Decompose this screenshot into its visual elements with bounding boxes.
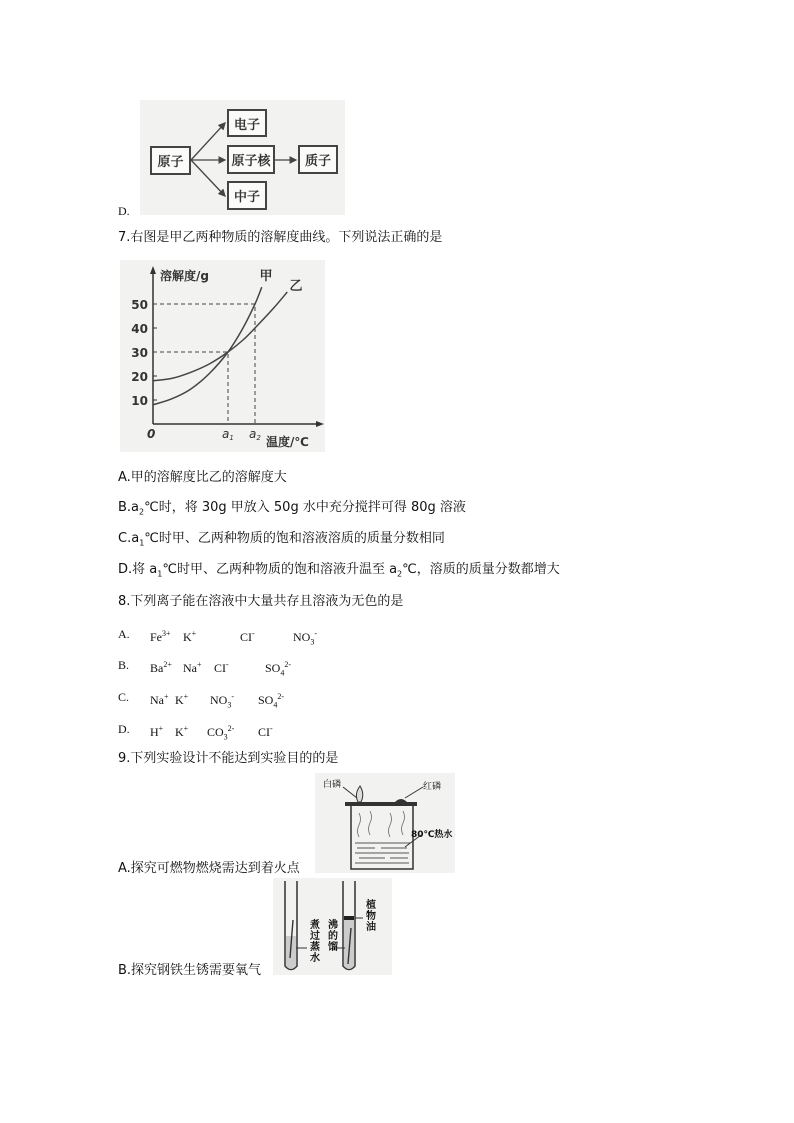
q7-option-c (118, 531, 445, 552)
ion-symbol: CO (207, 725, 224, 739)
atom-box: 原子 (150, 146, 191, 175)
ion-symbol: CI (258, 725, 270, 739)
ion-symbol: SO (265, 661, 281, 675)
q7-option-a: A.甲的溶解度比乙的溶解度大 (118, 470, 287, 485)
x-tick-label (249, 427, 261, 442)
ion (258, 721, 273, 740)
y-axis-arrow (150, 266, 156, 274)
ion (150, 657, 172, 676)
ion (258, 689, 284, 713)
ion-charge: + (183, 692, 189, 701)
ion (183, 657, 202, 676)
ion-symbol: Fe (150, 630, 162, 644)
series-curve-yi (153, 292, 287, 381)
ion (175, 721, 188, 740)
ion-symbol: K (183, 630, 192, 644)
text: B.a (118, 500, 140, 515)
ion-symbol: K (175, 725, 184, 739)
ion-symbol: K (175, 693, 184, 707)
series-curve-jia (153, 287, 262, 405)
ion-charge: + (164, 692, 169, 701)
nucleus-box: 原子核 (227, 145, 275, 174)
x-axis-label: 温度/℃ (266, 435, 309, 449)
x-tick-text: a (249, 427, 257, 441)
ion-symbol: NO (293, 630, 311, 644)
ion (150, 689, 169, 708)
x-tick-subscript: 2 (256, 434, 261, 442)
ion-charge: + (197, 660, 202, 669)
x-tick-label (222, 427, 234, 442)
ion-symbol: CI (214, 661, 226, 675)
ion-charge: - (270, 724, 273, 733)
ion-charge: + (183, 724, 189, 733)
ion-charge: - (314, 629, 318, 638)
ion (210, 689, 234, 713)
option-label: A. (118, 627, 130, 641)
ion (183, 626, 196, 645)
q8-stem: 8.下列离子能在溶液中大量共存且溶液为无色的是 (118, 594, 404, 609)
subscript: 2 (139, 507, 145, 517)
text: D.将 a (118, 562, 158, 577)
ion-symbol: Na (150, 693, 164, 707)
ion-symbol: Ba (150, 661, 164, 675)
y-tick-label: 20 (131, 370, 148, 384)
q7-option-d (118, 562, 560, 583)
ion-subscript: 3 (223, 732, 228, 742)
y-tick-label: 50 (131, 298, 148, 312)
q6-option-d-label: D. (118, 204, 130, 218)
option-label: D. (118, 722, 130, 736)
solubility-chart-svg (120, 260, 325, 452)
text: ℃时，将 30g 甲放入 50g 水中充分搅拌可得 80g 溶液 (144, 500, 466, 515)
text: C.a (118, 531, 140, 546)
subscript: 1 (139, 538, 145, 548)
ion-charge: - (226, 660, 229, 669)
ion-subscript: 4 (273, 700, 278, 710)
ion (150, 721, 163, 740)
series-label: 甲 (259, 269, 273, 284)
ion-symbol: Na (183, 661, 197, 675)
proton-box: 质子 (298, 145, 338, 174)
hot-water-label: 80℃热水 (411, 830, 453, 840)
white-phosphorus-label: 白磷 (323, 780, 342, 790)
atom-structure-diagram (140, 100, 345, 215)
electron-box: 电子 (227, 109, 267, 137)
ion (207, 721, 234, 745)
reference-dashed-line (153, 304, 255, 424)
subscript: 2 (397, 569, 403, 579)
ion-charge: + (158, 724, 164, 733)
q9-stem: 9.下列实验设计不能达到实验目的的是 (118, 751, 339, 766)
ion-subscript: 3 (310, 637, 315, 647)
vegetable-oil-label: 植物油 (366, 900, 376, 933)
x-tick-text: a (222, 427, 230, 441)
solubility-chart (120, 260, 325, 452)
ion (265, 657, 291, 681)
ion (175, 689, 188, 708)
rust-experiment-figure (273, 878, 392, 975)
text: ℃，溶质的质量分数都增大 (402, 562, 560, 577)
reference-dashed-line (153, 352, 228, 424)
x-tick-subscript: 1 (229, 434, 234, 442)
ion-charge: - (252, 629, 255, 638)
ion-charge: 2+ (163, 660, 172, 669)
ion (150, 626, 171, 645)
y-tick-label: 10 (131, 394, 148, 408)
q7-stem: 7.右图是甲乙两种物质的溶解度曲线。下列说法正确的是 (118, 230, 443, 245)
ion-charge: 2- (227, 724, 235, 733)
ion (240, 626, 255, 645)
ion-subscript: 4 (280, 668, 285, 678)
option-label: B. (118, 658, 130, 672)
ion-charge: + (191, 629, 197, 638)
text: ℃时甲、乙两种物质的饱和溶液升温至 a (162, 562, 398, 577)
ion-symbol: NO (210, 693, 228, 707)
q7-option-b (118, 500, 466, 521)
red-phosphorus-label: 红磷 (423, 782, 442, 792)
boiled-water-label-col2: 煮过蒸水 (310, 920, 320, 964)
ion-symbol: SO (258, 693, 274, 707)
ion (214, 657, 229, 676)
boiled-water-label-col1: 沸的馏 (328, 920, 338, 953)
y-tick-label: 40 (131, 322, 148, 336)
ion-charge: 3+ (162, 629, 171, 638)
ion-charge: - (231, 692, 235, 701)
q9-option-b: B.探究钢铁生锈需要氧气 (118, 963, 262, 978)
ion-symbol: CI (240, 630, 252, 644)
combustion-experiment-figure (315, 773, 455, 873)
ion (293, 626, 317, 650)
series-label: 乙 (289, 279, 303, 294)
origin-label: 0 (147, 427, 156, 441)
y-tick-label: 30 (131, 346, 148, 360)
ion-charge: 2- (284, 660, 292, 669)
ion-charge: 2- (277, 692, 285, 701)
text: ℃时甲、乙两种物质的饱和溶液溶质的质量分数相同 (144, 531, 445, 546)
ion-subscript: 3 (227, 700, 232, 710)
subscript: 1 (157, 569, 163, 579)
q9-option-a: A.探究可燃物燃烧需达到着火点 (118, 861, 300, 876)
neutron-box: 中子 (227, 181, 267, 210)
ion-symbol: H (150, 725, 159, 739)
y-axis-label: 溶解度/g (160, 269, 209, 283)
x-axis-arrow (316, 421, 324, 427)
option-label: C. (118, 690, 130, 704)
